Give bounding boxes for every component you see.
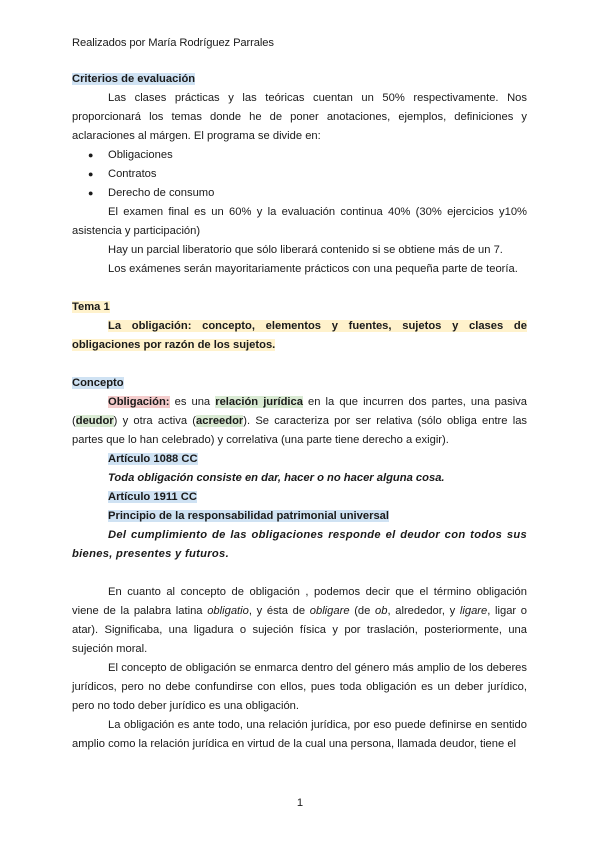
definition-paragraph: Obligación: es una relación jurídica en la que incurren dos partes, una pasiva (deudor) y otra activa (acreedor). Se caracteriza por ser relativa (sólo obliga entre las partes que lo han celebrado) y correlativa (una parte tiene derecho a exigir). bbox=[72, 396, 528, 446]
page-header: Realizados por María Rodríguez Parrales bbox=[72, 37, 274, 49]
article-1911-title: Artículo 1911 CC bbox=[108, 491, 197, 503]
deudor-term: deudor bbox=[75, 415, 114, 427]
tema-title: La obligación: concepto, elementos y fuentes, sujetos y clases de obligaciones por razón de los sujetos. bbox=[72, 320, 527, 351]
examen-paragraph: El examen final es un 60% y la evaluación continua 40% (30% ejercicios y10% asistencia y participación) bbox=[72, 206, 527, 237]
bullet-icon: ● bbox=[88, 169, 94, 179]
program-list bbox=[72, 146, 527, 203]
deberes-paragraph: El concepto de obligación se enmarca dentro del género más amplio de los deberes jurídicos, pero no debe confundirse con ellos, pues toda obligación es un deber jurídico, pero no todo deber jurídico es una obligación. bbox=[72, 662, 527, 712]
etymology-paragraph: En cuanto al concepto de obligación , podemos decir que el término obligación viene de la palabra latina obligatio, y ésta de obligare (de ob, alrededor, y ligare, ligar o atar). Significaba, una ligadura o sujeción física y por traslación, posteriormente, una sujeción moral. bbox=[72, 586, 528, 655]
relacion-juridica-term: relación jurídica bbox=[215, 396, 303, 408]
list-item: ● Contratos bbox=[72, 165, 527, 184]
criterios-heading: Criterios de evaluación bbox=[72, 73, 196, 85]
article-1911-text: Del cumplimiento de las obligaciones responde el deudor con todos sus bienes, presentes y futuros. bbox=[72, 529, 527, 560]
bullet-icon: ● bbox=[88, 150, 94, 160]
parcial-paragraph: Hay un parcial liberatorio que sólo liberará contenido si se obtiene más de un 7. bbox=[108, 244, 503, 256]
page-content bbox=[72, 70, 527, 754]
tema-heading: Tema 1 bbox=[72, 301, 110, 313]
obligacion-term: Obligación: bbox=[108, 396, 170, 408]
list-item: ● Derecho de consumo bbox=[72, 184, 527, 203]
page-number: 1 bbox=[296, 797, 304, 809]
principio-title: Principio de la responsabilidad patrimonial universal bbox=[108, 510, 390, 522]
concepto-heading: Concepto bbox=[72, 377, 124, 389]
criterios-intro: Las clases prácticas y las teóricas cuentan un 50% respectivamente. Nos proporcionará los temas donde he de poner anotaciones, ejemplos, definiciones y aclaraciones al márgen. El programa se divide en: bbox=[72, 92, 527, 142]
list-item: ● Obligaciones bbox=[72, 146, 527, 165]
examenes-paragraph: Los exámenes serán mayoritariamente prácticos con una pequeña parte de teoría. bbox=[108, 263, 518, 275]
bullet-icon: ● bbox=[88, 188, 94, 198]
article-1088-text: Toda obligación consiste en dar, hacer o no hacer alguna cosa. bbox=[108, 472, 445, 484]
article-1088-title: Artículo 1088 CC bbox=[108, 453, 198, 465]
acreedor-term: acreedor bbox=[196, 415, 244, 427]
relacion-paragraph: La obligación es ante todo, una relación jurídica, por eso puede definirse en sentido amplio como la relación jurídica en virtud de la cual una persona, llamada deudor, tiene el bbox=[72, 719, 527, 750]
